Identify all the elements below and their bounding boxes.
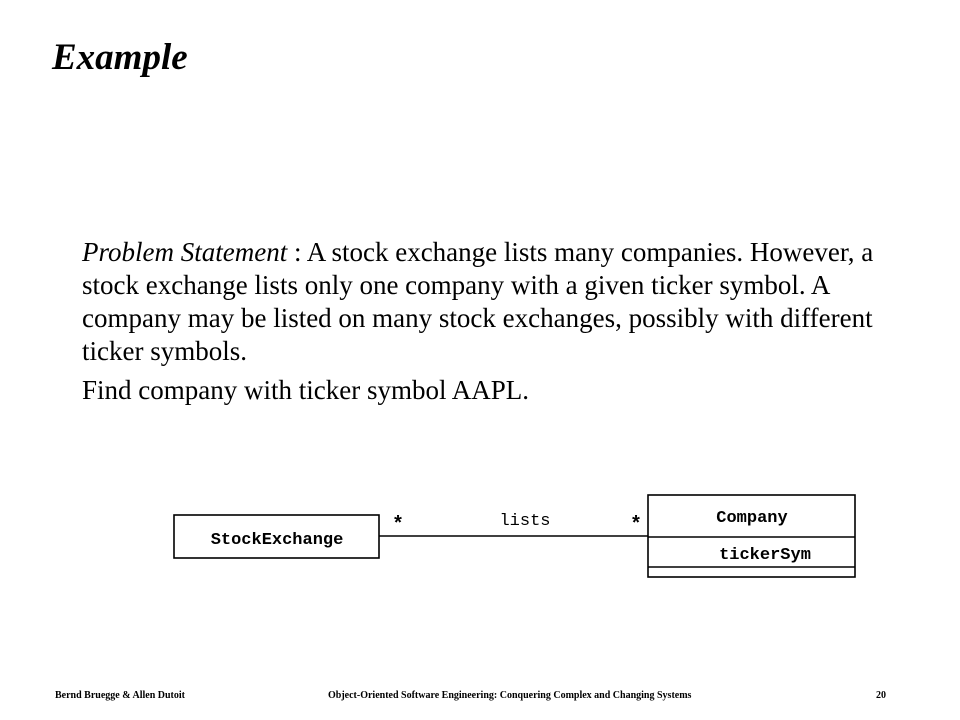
footer-page-number: 20 <box>876 690 886 701</box>
find-task: Find company with ticker symbol AAPL. <box>82 375 529 405</box>
ticker-attribute: tickerSym <box>719 546 811 565</box>
multiplicity-left: * <box>391 514 405 537</box>
footer-authors: Bernd Bruegge & Allen Dutoit <box>55 690 185 701</box>
company-class-name: Company <box>716 509 788 528</box>
footer-book-title: Object-Oriented Software Engineering: Conquering Complex and Changing Systems <box>328 690 692 701</box>
stockexchange-class-name: StockExchange <box>210 531 344 550</box>
problem-text: : A stock exchange lists many companies. However, a stock exchange lists only one company with a given ticker symbol. A company may be listed on many stock exchanges, possibly with different ticker symbols. <box>82 237 874 366</box>
problem-label: Problem Statement <box>82 237 288 267</box>
multiplicity-right: * <box>629 514 643 537</box>
association-label: lists <box>499 512 551 531</box>
slide-title: Example <box>52 37 188 78</box>
